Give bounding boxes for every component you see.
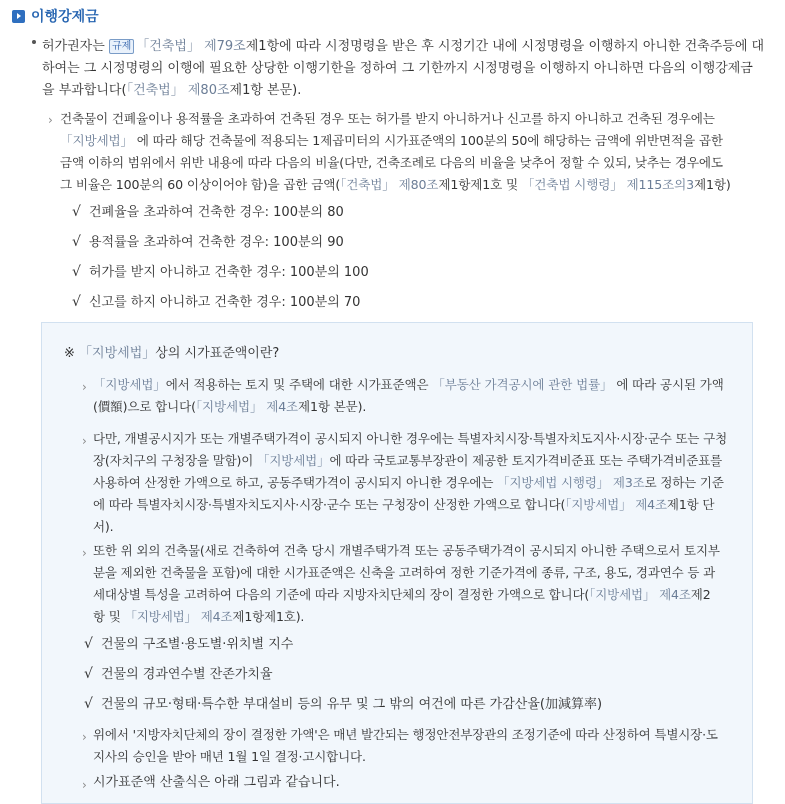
law-link[interactable]: 「건축법」 제80조 (126, 83, 230, 98)
note-line: 또한 위 외의 건축물(새로 건축하여 건축 당시 개별주택가격 또는 공동주택가격이 공시되지 아니한 주택으로서 토지부 (93, 543, 720, 558)
note-line: 지사의 승인을 받아 매년 1월 1일 결정·고시합니다. (93, 749, 366, 764)
check-item: 신고를 하지 아니하고 건축한 경우: 100분의 70 (89, 295, 361, 310)
check-icon: √ (72, 294, 81, 310)
note-text: 제1항 단 (666, 497, 715, 512)
check-item: 허가를 받지 아니하고 건축한 경우: 100분의 100 (89, 265, 369, 280)
intro-text: 제1항 본문). (229, 83, 302, 98)
section-title: 이행강제금 (31, 9, 99, 25)
law-link[interactable]: 「지방세법」 (257, 453, 330, 468)
law-link[interactable]: 「지방세법」 제4조 (565, 497, 667, 512)
bullet-dot-icon (32, 40, 36, 44)
note-text: 에 따라 특별자치시장·특별자치도지사·시장·군수 또는 구청장이 산정한 가액으로 합니다( (93, 497, 566, 512)
note-text: 제1항제1호). (232, 609, 305, 624)
note-paragraph (93, 724, 743, 768)
check-item: 건폐율을 초과하여 건축한 경우: 100분의 80 (89, 205, 344, 220)
item-paragraph (60, 108, 750, 196)
item-text: 제1항) (694, 177, 731, 192)
section-heading (12, 6, 99, 26)
arrow-bullet-icon: › (48, 113, 53, 127)
check-icon: √ (84, 666, 93, 682)
note-text: 장(자치구의 구청장을 말함)이 (93, 453, 258, 468)
item-text: 에 따라 해당 건축물에 적용되는 1제곱미터의 시가표준액의 100분의 50에 해당하는 금액에 위반면적을 곱한 (132, 133, 723, 148)
arrow-bullet-icon: › (82, 434, 87, 448)
law-link[interactable]: 「부동산 가격공시에 관한 법률」 (432, 377, 613, 392)
note-text: 에서 적용하는 토지 및 주택에 대한 시가표준액은 (165, 377, 433, 392)
note-text: 로 정하는 기준 (644, 475, 724, 490)
intro-paragraph (42, 36, 765, 102)
intro-text: 허가권자는 (42, 39, 109, 54)
intro-line: 하여는 그 시정명령의 이행에 필요한 상당한 이행기한을 정하여 그 기한까지 시정명령을 이행하지 아니하면 다음의 이행강제금 (42, 61, 753, 76)
note-line: 서). (93, 519, 114, 534)
note-mark: ※ (64, 346, 80, 361)
note-line: 위에서 '지방자치단체의 장이 결정한 가액'은 매년 발간되는 행정안전부장관의 조정기준에 따라 산정하여 특별시장·도 (93, 727, 718, 742)
note-paragraph (93, 428, 743, 538)
intro-text: 제1항에 따라 시정명령을 받은 후 시정기간 내에 시정명령을 이행하지 아니한 건축주등에 대 (245, 39, 765, 54)
law-link[interactable]: 「지방세법」 제4조 (195, 399, 299, 414)
law-link[interactable]: 「지방세법 시행령」 제3조 (497, 475, 645, 490)
note-text: 세대상별 특성을 고려하여 다음의 기준에 따라 지방자치단체의 장이 결정한 가액으로 합니다( (93, 587, 590, 602)
check-icon: √ (84, 636, 93, 652)
note-text: (價額)으로 합니다( (93, 399, 196, 414)
regulation-badge[interactable]: 규제 (109, 39, 134, 54)
note-check-item: 건물의 규모·형태·특수한 부대설비 등의 유무 및 그 밖의 여건에 따른 가감산율(加減算率) (101, 697, 603, 712)
check-icon: √ (72, 234, 81, 250)
law-link[interactable]: 「건축법 시행령」 제115조의3 (521, 177, 695, 192)
note-text: 제2 (690, 587, 711, 602)
note-line: 분을 제외한 건축물을 포함)에 대한 시가표준액은 신축을 고려하여 정한 기준가격에 종류, 구조, 용도, 경과연수 등 과 (93, 565, 716, 580)
law-link[interactable]: 「지방세법」 제4조 (124, 609, 233, 624)
item-line: 건축물이 건폐율이나 용적률을 초과하여 건축된 경우 또는 허가를 받지 아니하거나 신고를 하지 아니하고 건축된 경우에는 (60, 111, 715, 126)
note-paragraph (93, 374, 743, 418)
law-link[interactable]: 「지방세법」 (60, 133, 133, 148)
note-text: 사용하여 산정한 가액으로 하고, 공동주택가격이 공시되지 아니한 경우에는 (93, 475, 498, 490)
item-text: 제1항제1호 및 (438, 177, 522, 192)
note-title-text: 상의 시가표준액이란? (155, 346, 280, 361)
note-line: 시가표준액 산출식은 아래 그림과 같습니다. (93, 775, 340, 790)
check-icon: √ (84, 696, 93, 712)
note-paragraph (93, 540, 743, 628)
check-icon: √ (72, 204, 81, 220)
note-text: 제1항 본문). (298, 399, 367, 414)
check-item: 용적률을 초과하여 건축한 경우: 100분의 90 (89, 235, 344, 250)
arrow-bullet-icon: › (82, 546, 87, 560)
check-icon: √ (72, 264, 81, 280)
intro-text: 을 부과합니다( (42, 83, 127, 98)
note-text: 에 따라 국토교통부장관이 제공한 토지가격비준표 또는 주택가격비준표를 (329, 453, 723, 468)
note-check-item: 건물의 경과연수별 잔존가치율 (101, 667, 273, 682)
law-link[interactable]: 「지방세법」 제4조 (589, 587, 691, 602)
section-marker-icon (12, 10, 25, 23)
note-check-item: 건물의 구조별·용도별·위치별 지수 (101, 637, 294, 652)
item-text: 그 비율은 100분의 60 이상이어야 함)을 곱한 금액( (60, 177, 341, 192)
arrow-bullet-icon: › (82, 778, 87, 792)
law-link[interactable]: 「건축법」 제79조 (136, 39, 246, 54)
law-link[interactable]: 「건축법」 제80조 (340, 177, 439, 192)
note-line: 다만, 개별공시지가 또는 개별주택가격이 공시되지 아니한 경우에는 특별자치시장·특별자치도지사·시장·군수 또는 구청 (93, 431, 728, 446)
item-line: 금액 이하의 범위에서 위반 내용에 따라 다음의 비율(다만, 건축조례로 다음의 비율을 낮추어 정할 수 있되, 낮추는 경우에도 (60, 155, 723, 170)
arrow-bullet-icon: › (82, 730, 87, 744)
law-link[interactable]: 「지방세법」 (79, 346, 156, 361)
note-text: 에 따라 공시된 가액 (612, 377, 724, 392)
note-title (64, 343, 279, 365)
law-link[interactable]: 「지방세법」 (93, 377, 166, 392)
arrow-bullet-icon: › (82, 380, 87, 394)
note-text: 항 및 (93, 609, 125, 624)
